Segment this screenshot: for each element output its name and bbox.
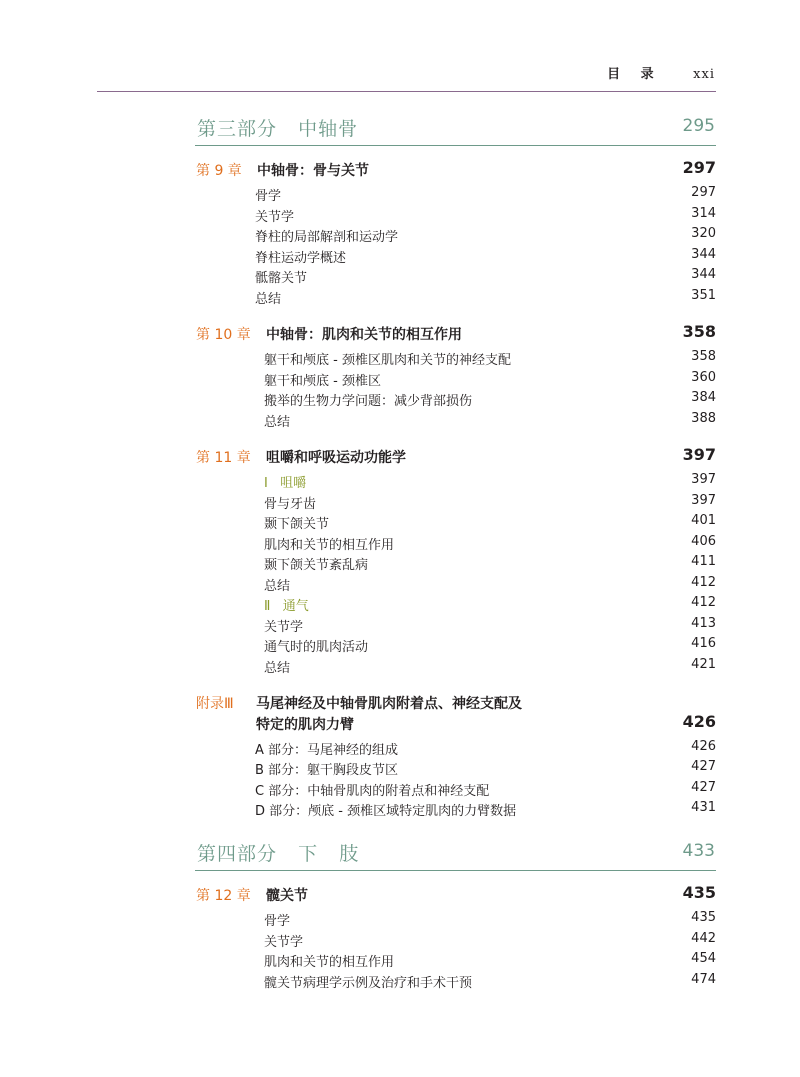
toc-entry[interactable] [264, 554, 716, 572]
entry-text: 颞下颌关节紊乱病 [264, 558, 369, 573]
entry-text: 总结 [264, 579, 291, 594]
toc-subsection[interactable] [264, 472, 716, 490]
part-title: 第三部分 中轴骨 [197, 118, 359, 140]
entry-text: 颞下颌关节 [264, 517, 330, 532]
chapter-page: 297 [682, 158, 716, 177]
entry-text: 骨学 [264, 914, 291, 929]
appendix-page: 426 [682, 712, 716, 731]
entry-text: 关节学 [255, 210, 295, 225]
toc-entry[interactable] [264, 493, 716, 511]
entry-page: 427 [691, 780, 716, 795]
toc-entry[interactable] [264, 972, 716, 990]
chapter-label: 第 9 章 [196, 163, 242, 179]
entry-text: 肌肉和关节的相互作用 [264, 955, 395, 970]
running-head-title: 目 录 [607, 67, 662, 82]
entry-text: 骨与牙齿 [264, 497, 317, 512]
entry-page: 358 [691, 349, 716, 364]
entry-text: 总结 [255, 292, 282, 307]
chapter-label: 第 10 章 [196, 327, 251, 343]
entry-text: 躯干和颅底 - 颈椎区 [264, 374, 381, 389]
entry-text: 搬举的生物力学问题：减少背部损伤 [264, 394, 473, 409]
toc-entry[interactable] [264, 951, 716, 969]
part-heading [195, 835, 716, 871]
entry-page: 397 [691, 493, 716, 508]
toc-entry[interactable] [255, 226, 716, 244]
part-rule [195, 870, 716, 871]
entry-text: 髋关节病理学示例及治疗和手术干预 [264, 976, 473, 991]
toc-entry[interactable] [264, 575, 716, 593]
running-head [607, 63, 715, 82]
header-rule [97, 91, 716, 92]
entry-page: 344 [691, 267, 716, 282]
toc-subsection[interactable] [264, 595, 716, 613]
entry-page: 320 [691, 226, 716, 241]
entry-text: 躯干和颅底 - 颈椎区肌肉和关节的神经支配 [264, 353, 511, 368]
toc-entry[interactable] [264, 411, 716, 429]
toc-entry[interactable] [264, 910, 716, 928]
chapter-page: 435 [682, 883, 716, 902]
chapter-page: 397 [682, 445, 716, 464]
appendix-title-line2: 特定的肌肉力臂 [256, 717, 354, 733]
toc-entry[interactable] [264, 636, 716, 654]
entry-page: 416 [691, 636, 716, 651]
entry-page: 412 [691, 595, 716, 610]
subsection-text: Ⅰ 咀嚼 [264, 476, 307, 491]
entry-page: 413 [691, 616, 716, 631]
appendix-heading[interactable] [196, 693, 716, 733]
entry-page: 431 [691, 800, 716, 815]
entry-page: 401 [691, 513, 716, 528]
entry-text: A 部分：马尾神经的组成 [255, 743, 399, 758]
toc-entry[interactable] [264, 534, 716, 552]
toc-entry[interactable] [264, 616, 716, 634]
part-heading [195, 110, 716, 146]
entry-text: 总结 [264, 415, 291, 430]
appendix-title-line1: 马尾神经及中轴骨肌肉附着点、神经支配及 [256, 696, 522, 712]
appendix-label: 附录Ⅲ [196, 696, 234, 712]
entry-page: 384 [691, 390, 716, 405]
entry-text: 骨学 [255, 189, 282, 204]
entry-text: C 部分：中轴骨肌肉的附着点和神经支配 [255, 784, 490, 799]
chapter-label: 第 11 章 [196, 450, 251, 466]
toc-entry[interactable] [264, 657, 716, 675]
entry-page: 406 [691, 534, 716, 549]
entry-page: 344 [691, 247, 716, 262]
entry-text: 脊柱运动学概述 [255, 251, 347, 266]
entry-page: 397 [691, 472, 716, 487]
toc-entry[interactable] [255, 739, 716, 757]
toc-entry[interactable] [255, 759, 716, 777]
entry-page: 442 [691, 931, 716, 946]
entry-text: 肌肉和关节的相互作用 [264, 538, 395, 553]
entry-page: 412 [691, 575, 716, 590]
toc-entry[interactable] [255, 206, 716, 224]
toc-entry[interactable] [255, 800, 716, 818]
chapter-title: 咀嚼和呼吸运动功能学 [266, 450, 406, 466]
entry-page: 360 [691, 370, 716, 385]
entry-page: 427 [691, 759, 716, 774]
toc-entry[interactable] [264, 349, 716, 367]
entry-page: 297 [691, 185, 716, 200]
toc-entry[interactable] [255, 780, 716, 798]
running-head-page-number: xxi [693, 67, 715, 82]
chapter-label: 第 12 章 [196, 888, 251, 904]
entry-page: 351 [691, 288, 716, 303]
entry-page: 314 [691, 206, 716, 221]
part-title: 第四部分 下 肢 [197, 843, 360, 865]
chapter-title: 中轴骨：肌肉和关节的相互作用 [266, 327, 462, 343]
toc-entry[interactable] [255, 185, 716, 203]
toc-entry[interactable] [255, 267, 716, 285]
entry-page: 474 [691, 972, 716, 987]
entry-page: 411 [691, 554, 716, 569]
toc-entry[interactable] [255, 288, 716, 306]
toc-entry[interactable] [264, 390, 716, 408]
toc-entry[interactable] [264, 931, 716, 949]
part-page: 295 [682, 116, 715, 136]
entry-text: 骶髂关节 [255, 271, 308, 286]
toc-entry[interactable] [264, 370, 716, 388]
entry-page: 388 [691, 411, 716, 426]
entry-page: 426 [691, 739, 716, 754]
part-page: 433 [682, 841, 715, 861]
toc-entry[interactable] [255, 247, 716, 265]
entry-text: 关节学 [264, 935, 304, 950]
chapter-page: 358 [682, 322, 716, 341]
entry-page: 421 [691, 657, 716, 672]
part-rule [195, 145, 716, 146]
chapter-title: 中轴骨：骨与关节 [257, 163, 369, 179]
subsection-text: Ⅱ 通气 [264, 599, 309, 614]
entry-page: 454 [691, 951, 716, 966]
toc-entry[interactable] [264, 513, 716, 531]
chapter-title: 髋关节 [266, 888, 308, 904]
entry-text: 总结 [264, 661, 291, 676]
entry-text: 关节学 [264, 620, 304, 635]
entry-text: 通气时的肌肉活动 [264, 640, 369, 655]
entry-text: B 部分：躯干胸段皮节区 [255, 763, 399, 778]
entry-page: 435 [691, 910, 716, 925]
entry-text: D 部分：颅底 - 颈椎区域特定肌肉的力臂数据 [255, 804, 517, 819]
entry-text: 脊柱的局部解剖和运动学 [255, 230, 399, 245]
